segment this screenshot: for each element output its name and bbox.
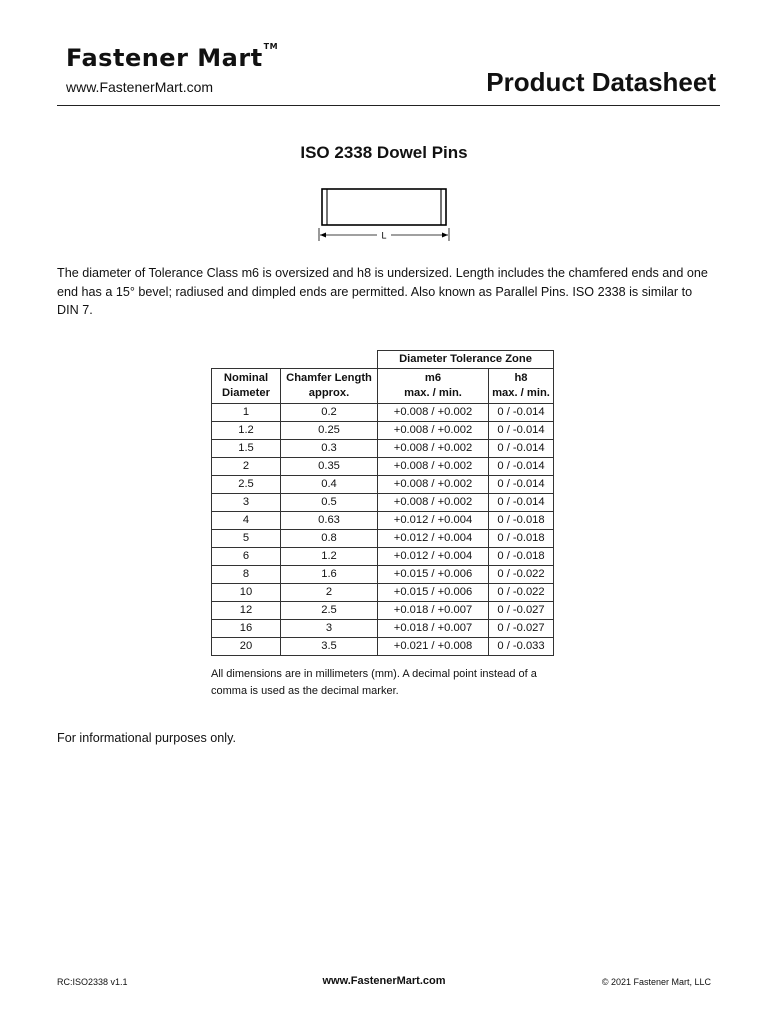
h8-tolerance-cell: 0 / -0.014 [489, 494, 554, 512]
document-title: Product Datasheet [486, 67, 716, 97]
table-row [212, 512, 554, 530]
h8-header [489, 369, 554, 404]
table-row [212, 440, 554, 458]
h8-tolerance-cell: 0 / -0.014 [489, 458, 554, 476]
m6-tolerance-cell: +0.008 / +0.002 [378, 440, 489, 458]
header-line: max. / min. [492, 387, 550, 399]
units-note: All dimensions are in millimeters (mm). A decimal point instead of a comma is used as the decimal marker. [211, 668, 537, 697]
nominal-diameter-cell: 10 [212, 584, 281, 602]
header-line: approx. [308, 387, 350, 399]
m6-tolerance-cell: +0.012 / +0.004 [378, 512, 489, 530]
table-row [212, 494, 554, 512]
nominal-diameter-cell: 12 [212, 602, 281, 620]
table-row [212, 566, 554, 584]
brand-name: Fastener Mart [66, 44, 263, 72]
h8-tolerance-cell: 0 / -0.027 [489, 620, 554, 638]
m6-tolerance-cell: +0.018 / +0.007 [378, 602, 489, 620]
header-line: h8 [514, 372, 528, 384]
nominal-diameter-cell: 1 [212, 404, 281, 422]
footer-document-code: RC:ISO2338 v1.1 [57, 977, 128, 987]
dimensions-table [211, 350, 554, 656]
pin-body [322, 189, 446, 225]
header-line: Chamfer Length [286, 372, 372, 384]
nominal-diameter-cell: 2 [212, 458, 281, 476]
table-row [212, 404, 554, 422]
m6-tolerance-cell: +0.008 / +0.002 [378, 476, 489, 494]
h8-tolerance-cell: 0 / -0.027 [489, 602, 554, 620]
length-label: L [381, 230, 387, 241]
h8-tolerance-cell: 0 / -0.022 [489, 566, 554, 584]
table-row [212, 584, 554, 602]
m6-tolerance-cell: +0.008 / +0.002 [378, 422, 489, 440]
blank-cell [212, 351, 281, 369]
nominal-diameter-cell: 5 [212, 530, 281, 548]
arrowhead-right [442, 233, 448, 238]
chamfer-length-cell: 1.6 [281, 566, 378, 584]
dowel-pin-diagram [314, 184, 454, 242]
chamfer-length-cell: 1.2 [281, 548, 378, 566]
header-line: Nominal [223, 372, 269, 384]
chamfer-length-cell: 3.5 [281, 638, 378, 656]
table-body [212, 404, 554, 656]
chamfer-length-cell: 0.2 [281, 404, 378, 422]
h8-tolerance-cell: 0 / -0.014 [489, 440, 554, 458]
header-website-link[interactable]: www.FastenerMart.com [66, 79, 214, 95]
chamfer-length-cell: 0.8 [281, 530, 378, 548]
h8-tolerance-cell: 0 / -0.018 [489, 512, 554, 530]
footer-website-link[interactable]: www.FastenerMart.com [322, 975, 446, 987]
h8-tolerance-cell: 0 / -0.014 [489, 476, 554, 494]
chamfer-length-cell: 0.63 [281, 512, 378, 530]
column-header-row [212, 369, 554, 404]
table-row [212, 458, 554, 476]
nominal-diameter-cell: 20 [212, 638, 281, 656]
table-row [212, 476, 554, 494]
brand-logo [66, 44, 278, 72]
nominal-diameter-cell: 16 [212, 620, 281, 638]
footer-copyright: © 2021 Fastener Mart, LLC [601, 977, 711, 987]
trademark-symbol: TM [263, 42, 279, 51]
table-row [212, 638, 554, 656]
product-title: ISO 2338 Dowel Pins [300, 143, 468, 162]
nominal-diameter-cell: 6 [212, 548, 281, 566]
table-row [212, 620, 554, 638]
table-row [212, 530, 554, 548]
m6-tolerance-cell: +0.008 / +0.002 [378, 404, 489, 422]
blank-cell [281, 351, 378, 369]
m6-tolerance-cell: +0.015 / +0.006 [378, 584, 489, 602]
table-row [212, 422, 554, 440]
chamfer-length-cell: 0.5 [281, 494, 378, 512]
nominal-diameter-cell: 8 [212, 566, 281, 584]
chamfer-length-cell: 0.4 [281, 476, 378, 494]
table-row [212, 602, 554, 620]
header-line: max. / min. [404, 387, 462, 399]
m6-tolerance-cell: +0.018 / +0.007 [378, 620, 489, 638]
chamfer-length-cell: 2 [281, 584, 378, 602]
chamfer-length-cell: 0.35 [281, 458, 378, 476]
table-row [212, 548, 554, 566]
h8-tolerance-cell: 0 / -0.018 [489, 548, 554, 566]
h8-tolerance-cell: 0 / -0.018 [489, 530, 554, 548]
nominal-diameter-cell: 1.5 [212, 440, 281, 458]
chamfer-length-cell: 0.3 [281, 440, 378, 458]
chamfer-length-cell: 0.25 [281, 422, 378, 440]
chamfer-length-cell: 2.5 [281, 602, 378, 620]
product-description: The diameter of Tolerance Class m6 is oversized and h8 is undersized. Length includes the chamfered ends and one end has a 15° bevel; radiused and dimpled ends are permitted. Also known as Parallel Pins. ISO 2338 is similar to DIN 7. [57, 266, 708, 317]
chamfer-length-header [281, 369, 378, 404]
m6-tolerance-cell: +0.015 / +0.006 [378, 566, 489, 584]
h8-tolerance-cell: 0 / -0.014 [489, 422, 554, 440]
nominal-diameter-cell: 2.5 [212, 476, 281, 494]
m6-tolerance-cell: +0.012 / +0.004 [378, 530, 489, 548]
h8-tolerance-cell: 0 / -0.033 [489, 638, 554, 656]
m6-tolerance-cell: +0.012 / +0.004 [378, 548, 489, 566]
nominal-diameter-header [212, 369, 281, 404]
chamfer-length-cell: 3 [281, 620, 378, 638]
header-line: m6 [424, 372, 442, 384]
arrowhead-left [320, 233, 326, 238]
disclaimer-text: For informational purposes only. [57, 731, 236, 745]
m6-header [378, 369, 489, 404]
m6-tolerance-cell: +0.008 / +0.002 [378, 494, 489, 512]
tolerance-zone-header: Diameter Tolerance Zone [378, 351, 554, 369]
header-line: Diameter [222, 387, 270, 399]
h8-tolerance-cell: 0 / -0.022 [489, 584, 554, 602]
header-divider [57, 105, 720, 106]
nominal-diameter-cell: 4 [212, 512, 281, 530]
m6-tolerance-cell: +0.008 / +0.002 [378, 458, 489, 476]
nominal-diameter-cell: 1.2 [212, 422, 281, 440]
m6-tolerance-cell: +0.021 / +0.008 [378, 638, 489, 656]
nominal-diameter-cell: 3 [212, 494, 281, 512]
group-header-row [212, 351, 554, 369]
h8-tolerance-cell: 0 / -0.014 [489, 404, 554, 422]
